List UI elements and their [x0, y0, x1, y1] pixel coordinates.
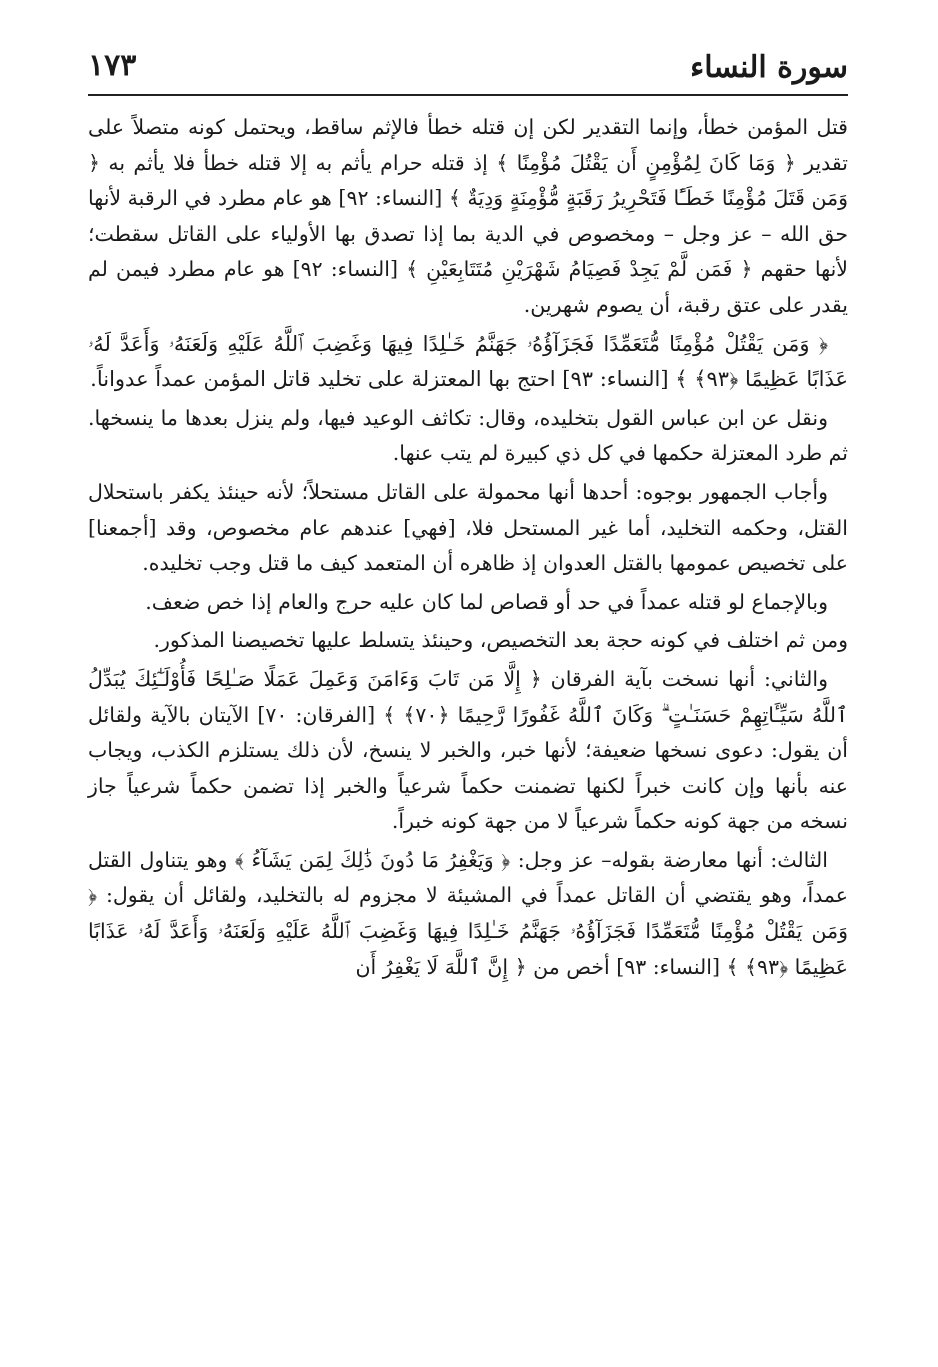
paragraph-2: ﴿ وَمَن يَقْتُلْ مُؤْمِنًا مُّتَعَمِّدًا فَجَزَآؤُهُۥ جَهَنَّمُ خَـٰلِدًا فِيهَا وَغَضِبَ ٱللَّهُ عَلَيْهِ وَلَعَنَهُۥ وَأَعَدَّ لَهُۥ عَذَابًا عَظِيمًا ﴿٩٣﴾ ﴾ [النساء: ٩٣] احتج بها المعتزلة على تخليد قاتل المؤمن عمداً عدواناً.: [88, 331, 848, 392]
paragraph-6: ومن ثم اختلف في كونه حجة بعد التخصيص، وحينئذ يتسلط عليها تخصيصنا المذكور.: [153, 628, 848, 653]
paragraph-4: وأجاب الجمهور بوجوه: أحدها أنها محمولة على القاتل مستحلاً؛ لأنه حينئذ يكفر باستحلال القتل، وحكمه التخليد، أما غير المستحل فلا، [فهي] عندهم عام مخصوص، وقد [أجمعنا] على تخصيص عمومها بالقتل العدوان إذ ظاهره أن المتعمد كيف ما قتل وجب تخليده.: [88, 479, 848, 576]
paragraph-3: ونقل عن ابن عباس القول بتخليده، وقال: تكاثف الوعيد فيها، ولم ينزل بعدها ما ينسخها. ثم طرد المعتزلة حكمها في كل ذي كبيرة لم يتب عنها.: [88, 405, 848, 466]
paragraph-7: والثاني: أنها نسخت بآية الفرقان ﴿ إِلَّا مَن تَابَ وَءَامَنَ وَعَمِلَ عَمَلًا صَـٰلِحًا فَأُوْلَـٰٓئِكَ يُبَدِّلُ ٱللَّهُ سَيِّـَٔاتِهِمْ حَسَنَـٰتٍ ۗ وَكَانَ ٱللَّهُ غَفُورًا رَّحِيمًا ﴿٧٠﴾ ﴾ [الفرقان: ٧٠] الآيتان بالآية ولقائل أن يقول: دعوى نسخها ضعيفة؛ لأنها خبر، والخبر لا ينسخ، لأن ذلك يستلزم الكذب، ويجاب عنه بأنها وإن كانت خبراً لكنها تضمنت حكماً شرعياً والخبر إذا تضمن حكماً شرعياً جاز نسخه من جهة كونه حكماً شرعياً لا من جهة كونه خبراً.: [88, 666, 849, 834]
surah-title: سورة النساء: [690, 50, 848, 85]
paragraph-8: الثالث: أنها معارضة بقوله– عز وجل: ﴿ وَيَغْفِرُ مَا دُونَ ذَٰلِكَ لِمَن يَشَآءُ ﴾ وهو يتناول القتل عمداً، وهو يقتضي أن القاتل عمداً في المشيئة لا مجزوم له بالتخليد، ولقائل أن يقول: ﴿ وَمَن يَقْتُلْ مُؤْمِنًا مُّتَعَمِّدًا فَجَزَآؤُهُۥ جَهَنَّمُ خَـٰلِدًا فِيهَا وَغَضِبَ ٱللَّهُ عَلَيْهِ وَلَعَنَهُۥ وَأَعَدَّ لَهُۥ عَذَابًا عَظِيمًا ﴿٩٣﴾ ﴾ [النساء: ٩٣] أخص من ﴿ إِنَّ ٱللَّهَ لَا يَغْفِرُ أَن: [88, 847, 848, 979]
page-body: [88, 110, 848, 988]
page-number: ١٧٣: [88, 48, 137, 83]
paragraph-1: قتل المؤمن خطأ، وإنما التقدير لكن إن قتله خطأ فالإثم ساقط، ويحتمل كونه متصلاً على تقدير ﴿ وَمَا كَانَ لِمُؤْمِنٍ أَن يَقْتُلَ مُؤْمِنًا ﴾ إذ قتله حرام يأثم به إلا قتله خطأ فلا يأثم به ﴿ وَمَن قَتَلَ مُؤْمِنًا خَطَـًٔا فَتَحْرِيرُ رَقَبَةٍ مُّؤْمِنَةٍ وَدِيَةٌ ﴾ [النساء: ٩٢] هو عام مطرد في الرقبة لأنها حق الله – عز وجل – ومخصوص في الدية بما إذا تصدق بها الأولياء على القاتل سقطت؛ لأنها حقهم ﴿ فَمَن لَّمْ يَجِدْ فَصِيَامُ شَهْرَيْنِ مُتَتَابِعَيْنِ ﴾ [النساء: ٩٢] هو عام مطرد فيمن لم يقدر على عتق رقبة، أن يصوم شهرين.: [88, 115, 848, 317]
paragraph-5: وبالإجماع لو قتله عمداً في حد أو قصاص لما كان عليه حرج والعام إذا خص ضعف.: [145, 589, 828, 614]
page-header: [88, 44, 848, 96]
